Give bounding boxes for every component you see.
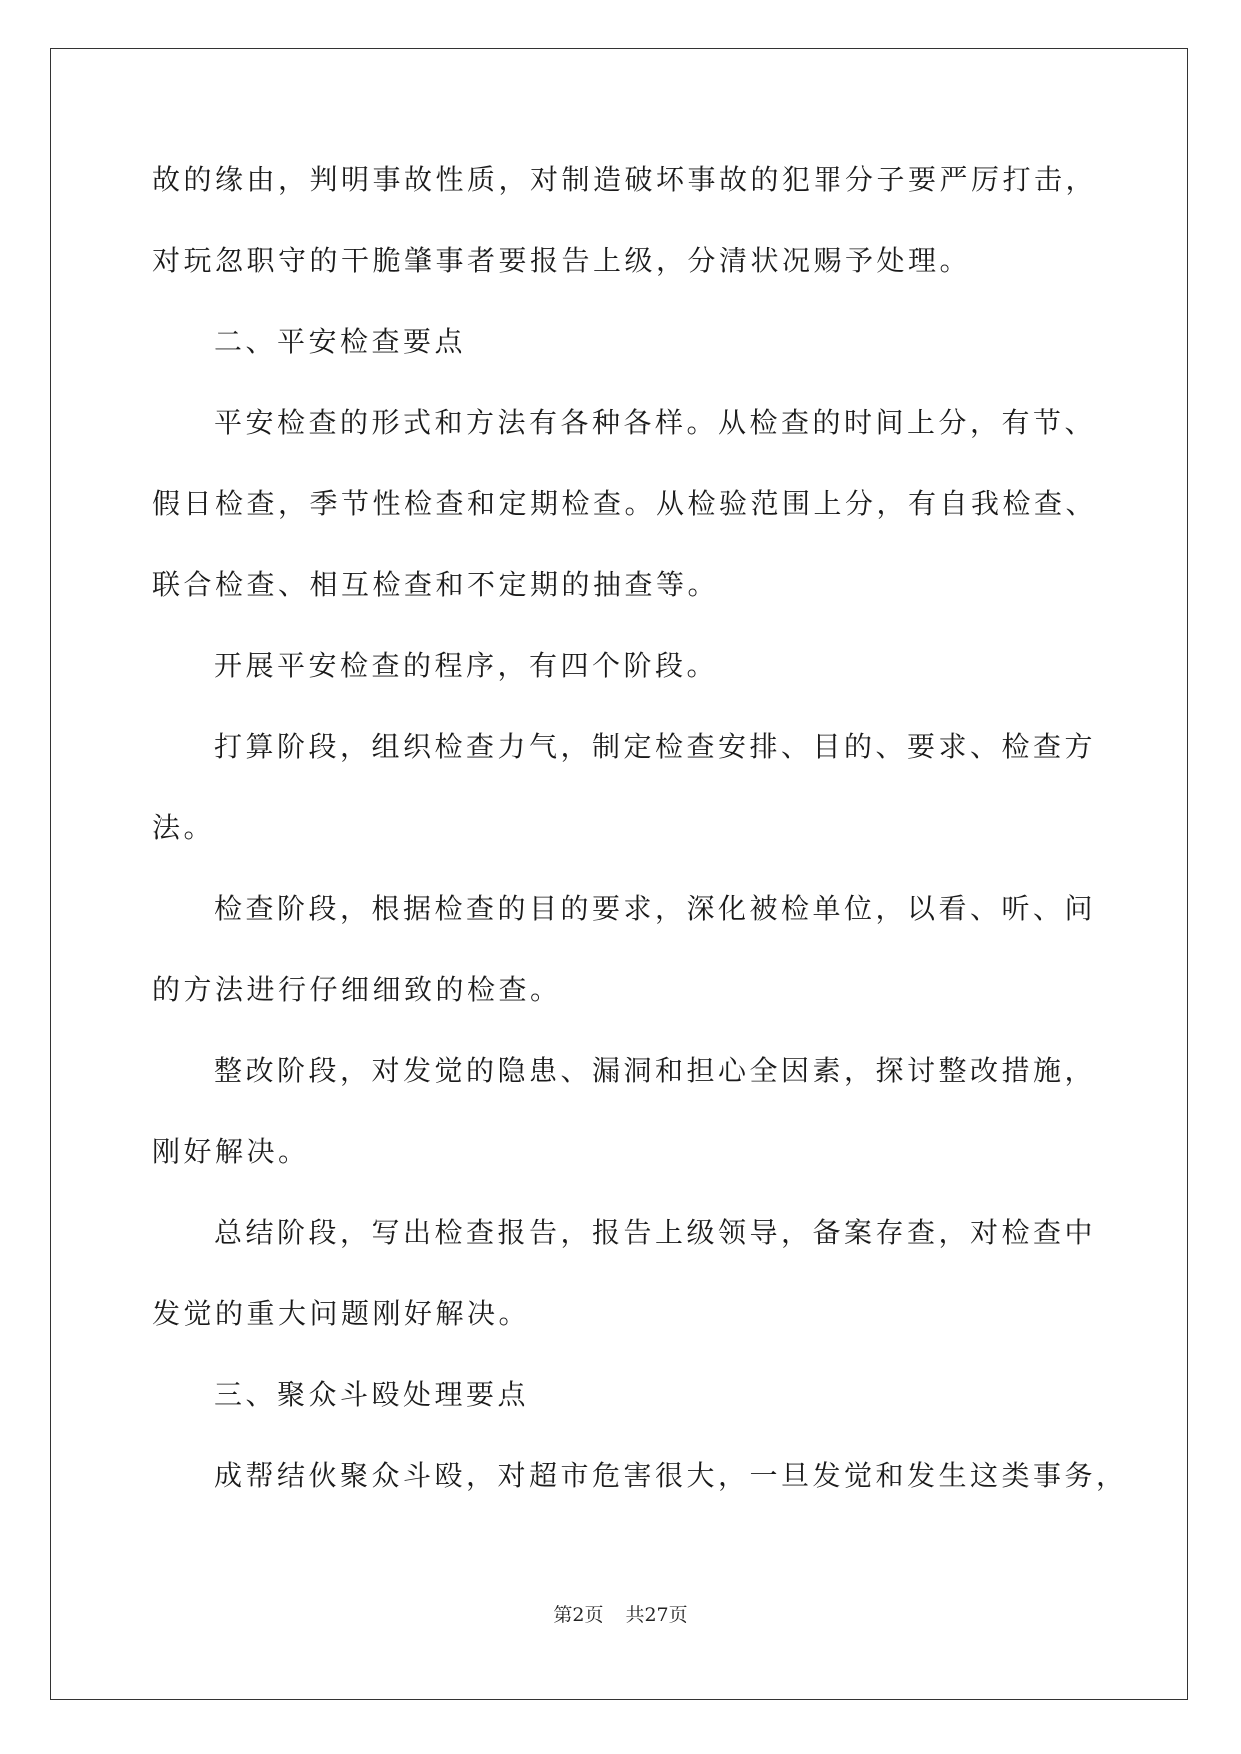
text-line: 打算阶段，组织检查力气，制定检查安排、目的、要求、检查方 (214, 730, 1097, 763)
text-line: 开展平安检查的程序，有四个阶段。 (214, 649, 719, 682)
text-line: 二、平安检查要点 (214, 325, 467, 358)
page-footer (0, 1600, 1241, 1627)
text-line: 的方法进行仔细细致的检查。 (152, 973, 562, 1006)
text-line: 总结阶段，写出检查报告，报告上级领导，备案存查，对检查中 (214, 1216, 1097, 1249)
text-line: 法。 (152, 811, 216, 844)
document-body (152, 160, 1128, 1537)
text-line: 故的缘由，判明事故性质，对制造破坏事故的犯罪分子要严厉打击， (152, 163, 1098, 196)
text-line: 整改阶段，对发觉的隐患、漏洞和担心全因素，探讨整改措施， (214, 1054, 1097, 1087)
text-line: 对玩忽职守的干脆肇事者要报告上级，分清状况赐予处理。 (152, 244, 972, 277)
text-line: 刚好解决。 (152, 1135, 310, 1168)
text-line: 三、聚众斗殴处理要点 (214, 1378, 530, 1411)
text-line: 成帮结伙聚众斗殴，对超市危害很大，一旦发觉和发生这类事务， (214, 1459, 1128, 1492)
page-total: 共27页 (625, 1604, 688, 1626)
text-line: 检查阶段，根据检查的目的要求，深化被检单位，以看、听、问 (214, 892, 1097, 925)
text-line: 平安检查的形式和方法有各种各样。从检查的时间上分，有节、 (214, 406, 1097, 439)
text-line: 联合检查、相互检查和不定期的抽查等。 (152, 568, 720, 601)
page-number: 第2页 (553, 1604, 604, 1626)
text-line: 发觉的重大问题刚好解决。 (152, 1297, 531, 1330)
text-line: 假日检查，季节性检查和定期检查。从检验范围上分，有自我检查、 (152, 487, 1098, 520)
